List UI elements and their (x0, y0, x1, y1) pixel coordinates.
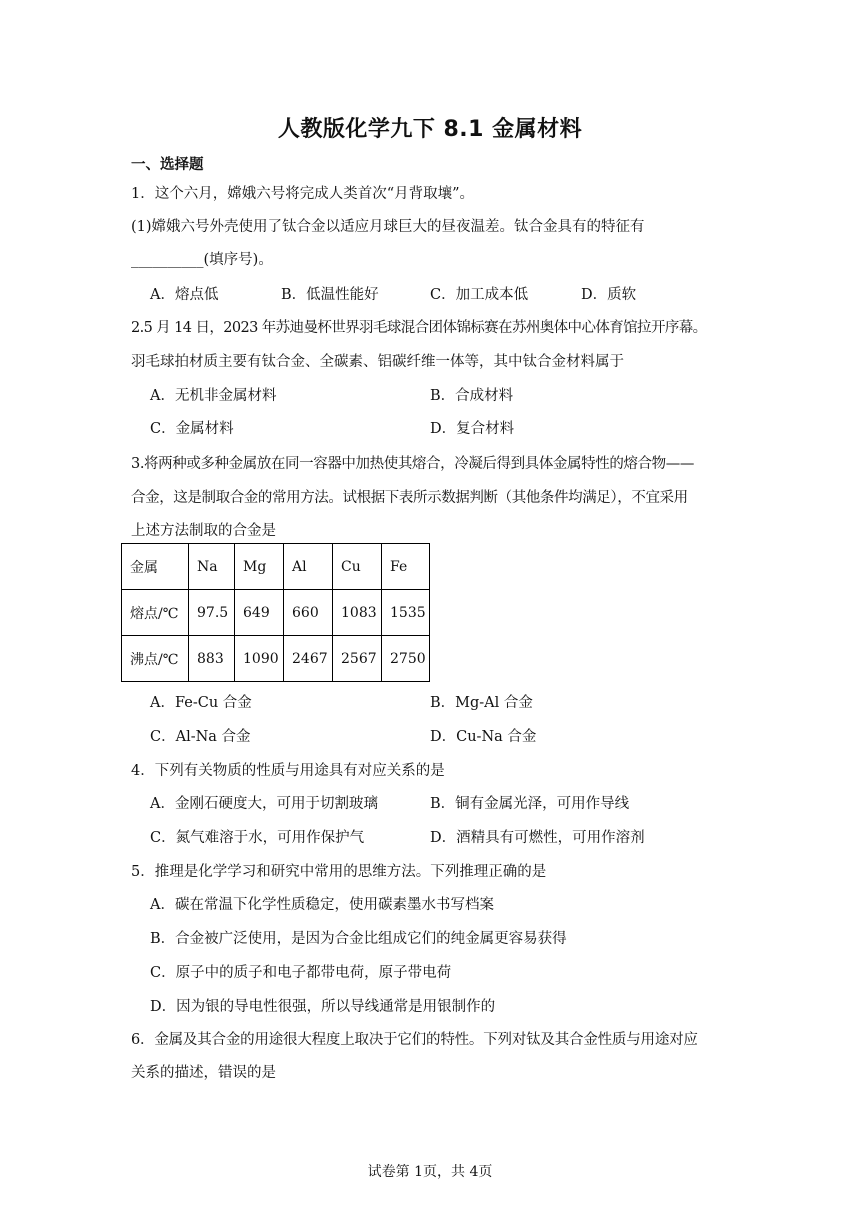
table-cell: 1083 (333, 590, 382, 636)
q1-option-d: D．质软 (581, 287, 637, 303)
q4-option-c: C．氮气难溶于水，可用作保护气 (150, 830, 365, 846)
table-cell: 金属 (122, 544, 189, 590)
metal-properties-table (121, 543, 430, 682)
q1-stem: 1．这个六月，嫦娥六号将完成人类首次“月背取壤”。 (131, 186, 475, 202)
q5-option-c: C．原子中的质子和电子都带电荷，原子带电荷 (150, 965, 452, 981)
table-row (122, 590, 430, 636)
q3-line-3: 上述方法制取的合金是 (131, 523, 276, 539)
q3-option-d: D．Cu-Na 合金 (430, 729, 537, 745)
q1-option-b: B．低温性能好 (281, 287, 379, 303)
table-row (122, 636, 430, 682)
section-heading: 一、选择题 (131, 157, 204, 173)
q2-option-c: C．金属材料 (150, 421, 234, 437)
q3-option-b: B．Mg-Al 合金 (430, 695, 533, 711)
table-cell: Cu (333, 544, 382, 590)
q2-option-a: A．无机非金属材料 (150, 388, 277, 404)
table-cell: 1535 (382, 590, 430, 636)
table-cell: Fe (382, 544, 430, 590)
table-cell: 2467 (284, 636, 333, 682)
q1-sub-line-2: __________(填序号)。 (131, 252, 273, 268)
q2-option-d: D．复合材料 (430, 421, 515, 437)
q3-option-c: C．Al-Na 合金 (150, 729, 251, 745)
table-cell: 649 (235, 590, 284, 636)
table-cell: Na (189, 544, 235, 590)
q5-option-b: B．合金被广泛使用，是因为合金比组成它们的纯金属更容易获得 (150, 931, 567, 947)
q4-option-a: A．金刚石硬度大，可用于切割玻璃 (150, 796, 378, 812)
q2-line-2: 羽毛球拍材质主要有钛合金、全碳素、铝碳纤维一体等，其中钛合金材料属于 (131, 354, 624, 370)
q5-stem: 5．推理是化学学习和研究中常用的思维方法。下列推理正确的是 (131, 864, 547, 880)
q1-sub-line-1: (1)嫦娥六号外壳使用了钛合金以适应月球巨大的昼夜温差。钛合金具有的特征有 (131, 219, 645, 235)
table-cell: 97.5 (189, 590, 235, 636)
page-title: 人教版化学九下 8.1 金属材料 (277, 117, 583, 142)
q4-option-b: B．铜有金属光泽，可用作导线 (430, 796, 630, 812)
q1-option-a: A．熔点低 (150, 287, 219, 303)
table-cell: 熔点/℃ (122, 590, 189, 636)
table-cell: 660 (284, 590, 333, 636)
q5-option-d: D．因为银的导电性很强，所以导线通常是用银制作的 (150, 999, 496, 1015)
q1-option-c: C．加工成本低 (430, 287, 529, 303)
table-header-row (122, 544, 430, 590)
q4-option-d: D．酒精具有可燃性，可用作溶剂 (430, 830, 645, 846)
q5-option-a: A．碳在常温下化学性质稳定，使用碳素墨水书写档案 (150, 897, 494, 913)
q6-line-2: 关系的描述，错误的是 (131, 1065, 276, 1081)
q3-line-1: 3.将两种或多种金属放在同一容器中加热使其熔合，冷凝后得到具体金属特性的熔合物—— (131, 456, 694, 472)
q3-option-a: A．Fe-Cu 合金 (150, 695, 252, 711)
table-cell: 沸点/℃ (122, 636, 189, 682)
page-footer: 试卷第 1页，共 4页 (367, 1164, 493, 1180)
table-cell: Al (284, 544, 333, 590)
q3-line-2: 合金，这是制取合金的常用方法。试根据下表所示数据判断（其他条件均满足），不宜采用 (131, 490, 688, 506)
table-cell: Mg (235, 544, 284, 590)
q6-line-1: 6．金属及其合金的用途很大程度上取决于它们的特性。下列对钛及其合金性质与用途对应 (131, 1032, 698, 1048)
table-cell: 2567 (333, 636, 382, 682)
table-cell: 883 (189, 636, 235, 682)
table-cell: 1090 (235, 636, 284, 682)
table-cell: 2750 (382, 636, 430, 682)
q2-option-b: B．合成材料 (430, 388, 514, 404)
q2-line-1: 2.5 月 14 日，2023 年苏迪曼杯世界羽毛球混合团体锦标赛在苏州奥体中心体育馆拉开序幕。 (131, 320, 707, 336)
q4-stem: 4．下列有关物质的性质与用途具有对应关系的是 (131, 763, 445, 779)
